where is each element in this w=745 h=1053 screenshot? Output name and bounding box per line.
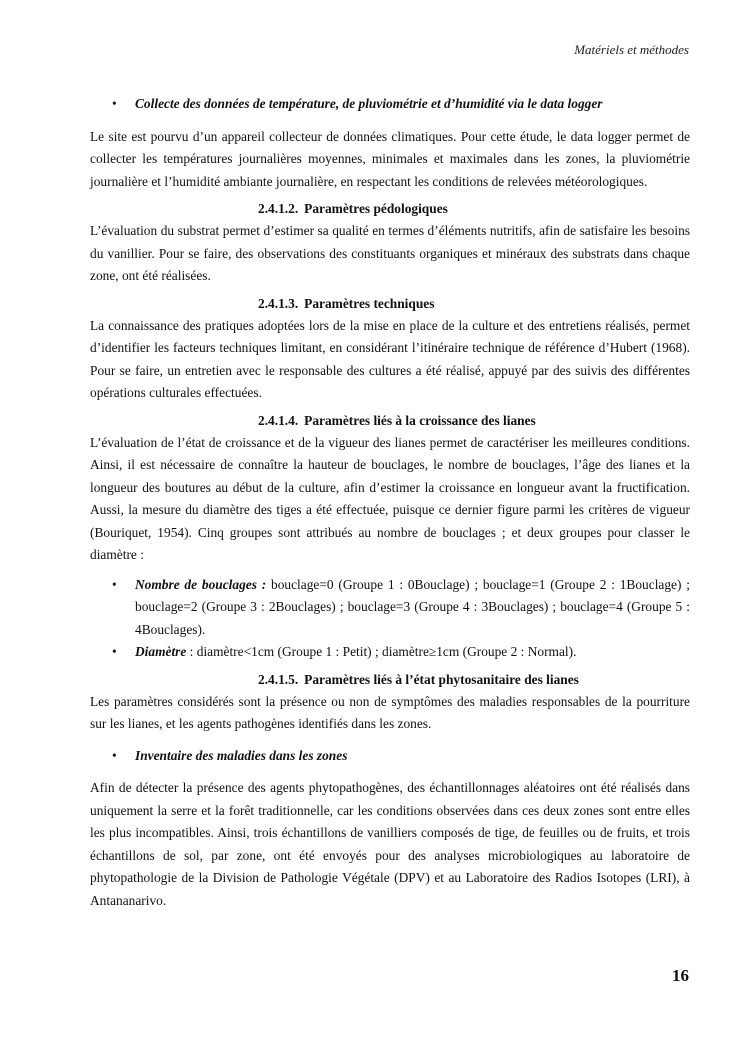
bullet-term: Diamètre [135, 644, 187, 659]
paragraph-substrat: L’évaluation du substrat permet d’estimer sa qualité en termes d’éléments nutritifs, afin de satisfaire les besoins du vanillier. Pour se faire, des observations des constituants organiques et minéraux des substrats dans chaque zone, ont été réalisées. [90, 223, 690, 283]
bullet-title: Collecte des données de température, de pluviométrie et d’humidité via le data logger [135, 96, 603, 111]
paragraph-echantillonnage: Afin de détecter la présence des agents phytopathogènes, des échantillonnages aléatoires ont été réalisés dans uniquement la serre et la forêt traditionnelle, car les conditions observées dans ces deux zones sont entre elles les plus incompatibles. Ainsi, trois échantillons de vanilliers composés de tige, de feuilles ou de fruits, et trois échantillons de sol, par zone, ont été envoyés pour des analyses microbiologiques au laboratoire de phytopathologie de la Division de Pathologie Végétale (DPV) et au Laboratoire des Radios Isotopes (LRI), à Antananarivo. [90, 780, 690, 908]
bullet-dot-icon: • [112, 644, 117, 659]
section-title: Paramètres liés à l’état phytosanitaire des lianes [304, 671, 579, 687]
section-number: 2.4.1.2. [258, 201, 299, 216]
section-number: 2.4.1.3. [258, 295, 299, 311]
section-number: 2.4.1.4. [258, 412, 299, 428]
section-heading-phytosanitaire [90, 669, 690, 691]
bullet-title: Inventaire des maladies dans les zones [135, 747, 348, 763]
bullet-text: : diamètre<1cm (Groupe 1 : Petit) ; diamètre≥1cm (Groupe 2 : Normal). [186, 644, 577, 659]
running-header: Matériels et méthodes [574, 42, 689, 57]
section-heading-techniques [90, 293, 690, 315]
page-content [90, 93, 690, 912]
paragraph-croissance: L’évaluation de l’état de croissance et de la vigueur des lianes permet de caractériser les meilleures conditions. Ainsi, il est nécessaire de connaître la hauteur de bouclages, le nombre de bouclages, l’âge des lianes et la longueur des boutures au début de la culture, afin d’estimer la croissance en longueur avant la fructification. Aussi, la mesure du diamètre des tiges a été effectuée, puisque ce dernier figure parmi les critères de vigueur (Bouriquet, 1954). Cinq groupes sont attribués au nombre de bouclages ; et deux groupes pour classer le diamètre : [90, 434, 690, 562]
section-title: Paramètres liés à la croissance des lianes [304, 412, 536, 428]
section-title: Paramètres techniques [304, 295, 435, 311]
bullet-dot-icon: • [112, 96, 117, 111]
section-heading-croissance [90, 410, 690, 432]
bullet-bouclages [90, 574, 690, 642]
paragraph-pratiques: La connaissance des pratiques adoptées lors de la mise en place de la culture et des entretiens réalisés, permet d’identifier les facteurs techniques limitant, en considérant l’itinéraire technique de référence d’Hubert (1968). Pour se faire, un entretien avec le responsable des cultures a été réalisé, appuyé par des suivis des différentes opérations culturales effectuées. [90, 317, 690, 400]
section-title: Paramètres pédologiques [304, 201, 448, 216]
bullet-term: Nombre de bouclages : [135, 576, 267, 592]
bullet-data-logger [90, 93, 690, 116]
section-heading-pedologiques [90, 198, 690, 220]
bullet-dot-icon: • [112, 576, 117, 592]
section-number: 2.4.1.5. [258, 671, 299, 687]
bullet-diametre [90, 641, 690, 664]
bullet-dot-icon: • [112, 747, 117, 763]
bullet-text: bouclage=0 (Groupe 1 : 0Bouclage) ; bouclage=1 (Groupe 2 : 1Bouclage) ; bouclage=2 (Groupe 3 : 2Bouclages) ; bouclage=3 (Groupe 4 : 3Bouclages) ; bouclage=4 (Groupe 5 : 4Bouclages). [135, 576, 690, 637]
bullet-inventaire [90, 745, 690, 768]
page-number: 16 [672, 966, 689, 985]
paragraph-climate: Le site est pourvu d’un appareil collecteur de données climatiques. Pour cette étude, le data logger permet de collecter les températures journalières moyennes, minimales et maximales dans les zones, la pluviométrie journalière et l’humidité ambiante journalière, en respectant les conditions de relevées météorologiques. [90, 128, 690, 189]
paragraph-phytosanitaire: Les paramètres considérés sont la présence ou non de symptômes des maladies responsables de la pourriture sur les lianes, et les agents pathogènes identifiés dans les zones. [90, 693, 690, 731]
